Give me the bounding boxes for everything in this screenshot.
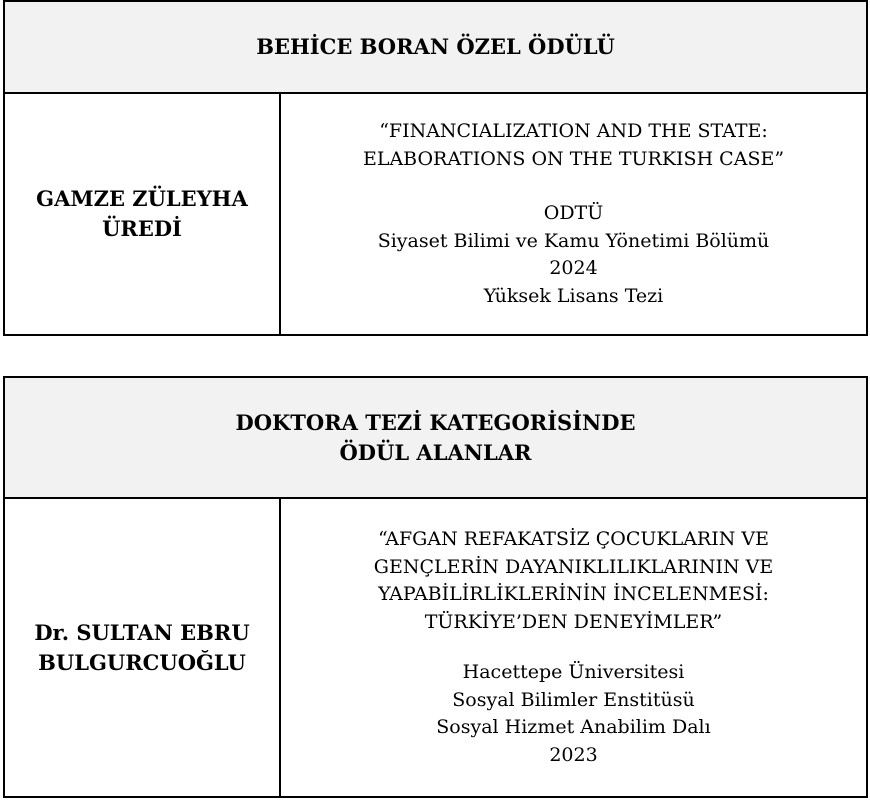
thesis-title-line: “FINANCIALIZATION AND THE STATE: <box>379 120 768 142</box>
recipient-name-line: GAMZE ZÜLEYHA <box>36 186 248 211</box>
thesis-title-line: ELABORATIONS ON THE TURKISH CASE” <box>362 147 785 170</box>
thesis-year: 2023 <box>549 743 598 766</box>
recipient-name-cell <box>5 94 281 334</box>
header-line: DOKTORA TEZİ KATEGORİSİNDE <box>235 409 636 435</box>
recipient-name-cell <box>5 499 281 796</box>
thesis-title-line: YAPABİLİRLİKLERİNİN İNCELENMESİ: <box>378 583 769 605</box>
thesis-title-line: GENÇLERİN DAYANIKLILIKLARININ VE <box>373 555 774 578</box>
recipient-name-line: ÜREDİ <box>102 216 182 241</box>
institute-name: Sosyal Bilimler Enstitüsü <box>452 688 695 711</box>
recipient-name-line: BULGURCUOĞLU <box>38 649 246 675</box>
header-line: BEHİCE BORAN ÖZEL ÖDÜLÜ <box>256 34 615 59</box>
award-category-header <box>5 378 866 499</box>
award-row <box>5 94 866 334</box>
thesis-detail-cell <box>281 499 866 796</box>
university-name: ODTÜ <box>543 202 604 224</box>
thesis-title-line: “AFGAN REFAKATSİZ ÇOCUKLARIN VE <box>378 528 769 550</box>
award-table-doctoral <box>3 376 868 798</box>
award-table-behice-boran <box>3 0 868 336</box>
thesis-title-line: TÜRKİYE’DEN DENEYİMLER” <box>424 610 723 633</box>
recipient-name-line: Dr. SULTAN EBRU <box>34 619 250 645</box>
thesis-detail-cell <box>281 94 866 334</box>
thesis-type: Yüksek Lisans Tezi <box>483 284 664 307</box>
thesis-year: 2024 <box>549 257 598 279</box>
department-name: Sosyal Hizmet Anabilim Dalı <box>436 716 711 738</box>
award-row <box>5 499 866 796</box>
award-category-header <box>5 2 866 94</box>
header-line: ÖDÜL ALANLAR <box>339 439 532 465</box>
university-name: Hacettepe Üniversitesi <box>462 661 685 683</box>
department-name: Siyaset Bilimi ve Kamu Yönetimi Bölümü <box>377 229 770 252</box>
